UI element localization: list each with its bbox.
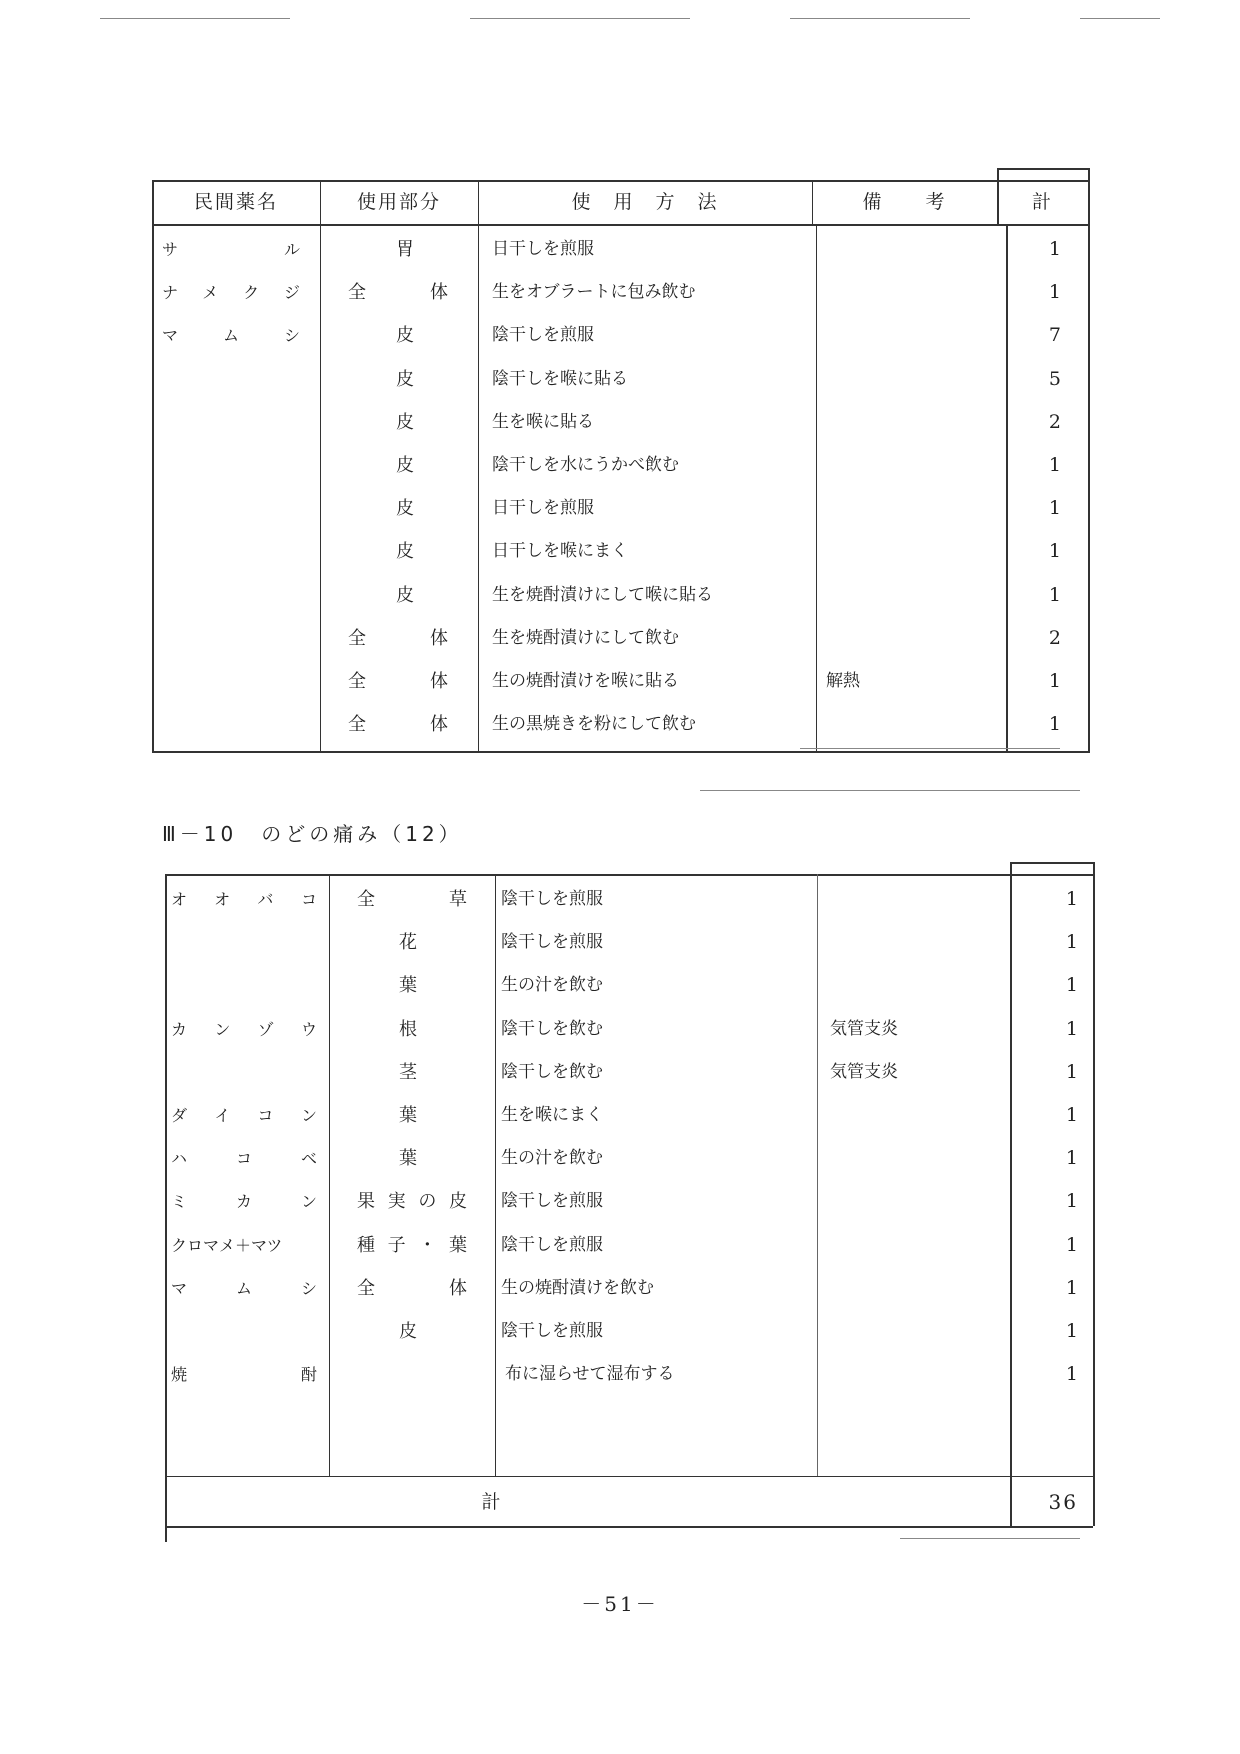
part-used: 皮 bbox=[396, 411, 414, 433]
part-used: 葉 bbox=[399, 1148, 417, 1170]
usage-method: 陰干しを飲む bbox=[501, 1061, 603, 1082]
count: 1 bbox=[1065, 1363, 1078, 1386]
part-used: 皮 bbox=[396, 584, 414, 606]
remedy-name: マムシ bbox=[171, 1278, 317, 1298]
count: 1 bbox=[1065, 1060, 1078, 1083]
page-number: －51－ bbox=[581, 1592, 659, 1616]
usage-method: 陰干しを煎服 bbox=[492, 325, 594, 346]
count: 1 bbox=[1065, 1017, 1078, 1040]
header-usage-method: 使 用 方 法 bbox=[571, 191, 719, 213]
part-used: 皮 bbox=[396, 541, 414, 563]
count: 1 bbox=[1048, 670, 1061, 692]
remark: 気管支炎 bbox=[830, 1018, 898, 1039]
count: 1 bbox=[1065, 1233, 1078, 1256]
header-count: 計 bbox=[1031, 191, 1053, 213]
part-used: 全 体 bbox=[348, 714, 448, 736]
usage-method: 陰干しを煎服 bbox=[501, 889, 603, 909]
usage-method: 陰干しを煎服 bbox=[501, 1234, 603, 1255]
part-used: 全 草 bbox=[357, 889, 467, 910]
count: 1 bbox=[1048, 281, 1061, 304]
part-used: 種子・葉 bbox=[357, 1234, 467, 1256]
header-remedy-name: 民間薬名 bbox=[193, 191, 278, 213]
count: 1 bbox=[1065, 1276, 1078, 1299]
usage-method: 生の汁を飲む bbox=[501, 1148, 603, 1169]
usage-method: 陰干しを喉に貼る bbox=[492, 368, 628, 389]
part-used: 葉 bbox=[399, 1105, 417, 1126]
count: 1 bbox=[1065, 1147, 1078, 1170]
remedy-name: オオバコ bbox=[171, 890, 317, 909]
count: 1 bbox=[1048, 454, 1061, 476]
remedy-name: ナメクジ bbox=[162, 283, 300, 303]
part-used: 葉 bbox=[399, 975, 417, 997]
usage-method: 陰干しを飲む bbox=[501, 1018, 603, 1039]
remedy-name: サ ル bbox=[162, 240, 300, 259]
count: 1 bbox=[1065, 1320, 1078, 1342]
usage-method: 陰干しを煎服 bbox=[501, 1321, 603, 1341]
usage-method: 生の焼酎漬けを飲む bbox=[501, 1277, 654, 1298]
usage-method: 生をオブラートに包み飲む bbox=[492, 282, 696, 303]
remedy-name: ハコベ bbox=[171, 1149, 317, 1169]
remedy-table-1 bbox=[152, 168, 1088, 753]
remedy-name: ダイコン bbox=[171, 1106, 317, 1125]
count: 5 bbox=[1048, 367, 1061, 390]
header-remarks: 備 考 bbox=[862, 191, 947, 213]
usage-method: 生を喉に貼る bbox=[492, 411, 594, 432]
usage-method: 生を焼酎漬けにして喉に貼る bbox=[492, 584, 713, 605]
remedy-name: マムシ bbox=[162, 326, 300, 346]
count: 2 bbox=[1048, 626, 1061, 649]
usage-method: 生の汁を飲む bbox=[501, 975, 603, 996]
part-used: 全 体 bbox=[348, 671, 448, 692]
section-title: Ⅲ－10 のどの痛み（12） bbox=[162, 822, 463, 846]
count: 2 bbox=[1048, 410, 1061, 433]
usage-method: 生の焼酎漬けを喉に貼る bbox=[492, 671, 679, 691]
total-value: 36 bbox=[1048, 1490, 1078, 1514]
part-used: 全 体 bbox=[348, 282, 448, 304]
count: 1 bbox=[1065, 1104, 1078, 1126]
count: 1 bbox=[1065, 974, 1078, 997]
remedy-name: ミカン bbox=[171, 1192, 317, 1212]
part-used: 根 bbox=[399, 1018, 417, 1040]
part-used: 皮 bbox=[396, 498, 414, 520]
total-label: 計 bbox=[481, 1491, 501, 1513]
remedy-table-2 bbox=[165, 862, 1093, 1542]
usage-method: 生を喉にまく bbox=[501, 1105, 603, 1125]
part-used: 皮 bbox=[396, 368, 414, 390]
usage-method: 陰干しを煎服 bbox=[501, 932, 603, 953]
count: 1 bbox=[1065, 931, 1078, 954]
count: 1 bbox=[1048, 497, 1061, 520]
part-used: 皮 bbox=[399, 1321, 417, 1342]
usage-method: 生の黒焼きを粉にして飲む bbox=[492, 714, 696, 735]
usage-method: 日干しを喉にまく bbox=[492, 541, 628, 562]
count: 1 bbox=[1048, 540, 1061, 563]
count: 1 bbox=[1048, 238, 1061, 260]
part-used: 皮 bbox=[396, 325, 414, 347]
part-used: 全 体 bbox=[348, 627, 448, 649]
usage-method: 日干しを煎服 bbox=[492, 498, 594, 519]
usage-method: 日干しを煎服 bbox=[492, 239, 594, 259]
part-used: 花 bbox=[399, 932, 417, 954]
count: 1 bbox=[1048, 583, 1061, 606]
count: 1 bbox=[1065, 888, 1078, 910]
usage-method: 陰干しを煎服 bbox=[501, 1191, 603, 1212]
usage-method: 布に湿らせて湿布する bbox=[505, 1364, 675, 1385]
part-used: 果実の皮 bbox=[357, 1191, 467, 1213]
remark: 気管支炎 bbox=[830, 1061, 898, 1082]
header-part-used: 使用部分 bbox=[356, 191, 441, 213]
part-used: 皮 bbox=[396, 455, 414, 476]
part-used: 胃 bbox=[396, 239, 414, 260]
remark: 解熱 bbox=[826, 671, 860, 691]
remedy-name: 焼 酎 bbox=[171, 1365, 317, 1385]
remedy-name: クロマメ＋マツ bbox=[171, 1235, 283, 1255]
part-used: 全 体 bbox=[357, 1277, 467, 1299]
count: 1 bbox=[1065, 1190, 1078, 1213]
part-used: 茎 bbox=[399, 1061, 417, 1083]
usage-method: 陰干しを水にうかべ飲む bbox=[492, 455, 679, 475]
usage-method: 生を焼酎漬けにして飲む bbox=[492, 627, 679, 648]
count: 7 bbox=[1048, 324, 1061, 347]
count: 1 bbox=[1048, 713, 1061, 736]
remedy-name: カンゾウ bbox=[171, 1019, 317, 1039]
